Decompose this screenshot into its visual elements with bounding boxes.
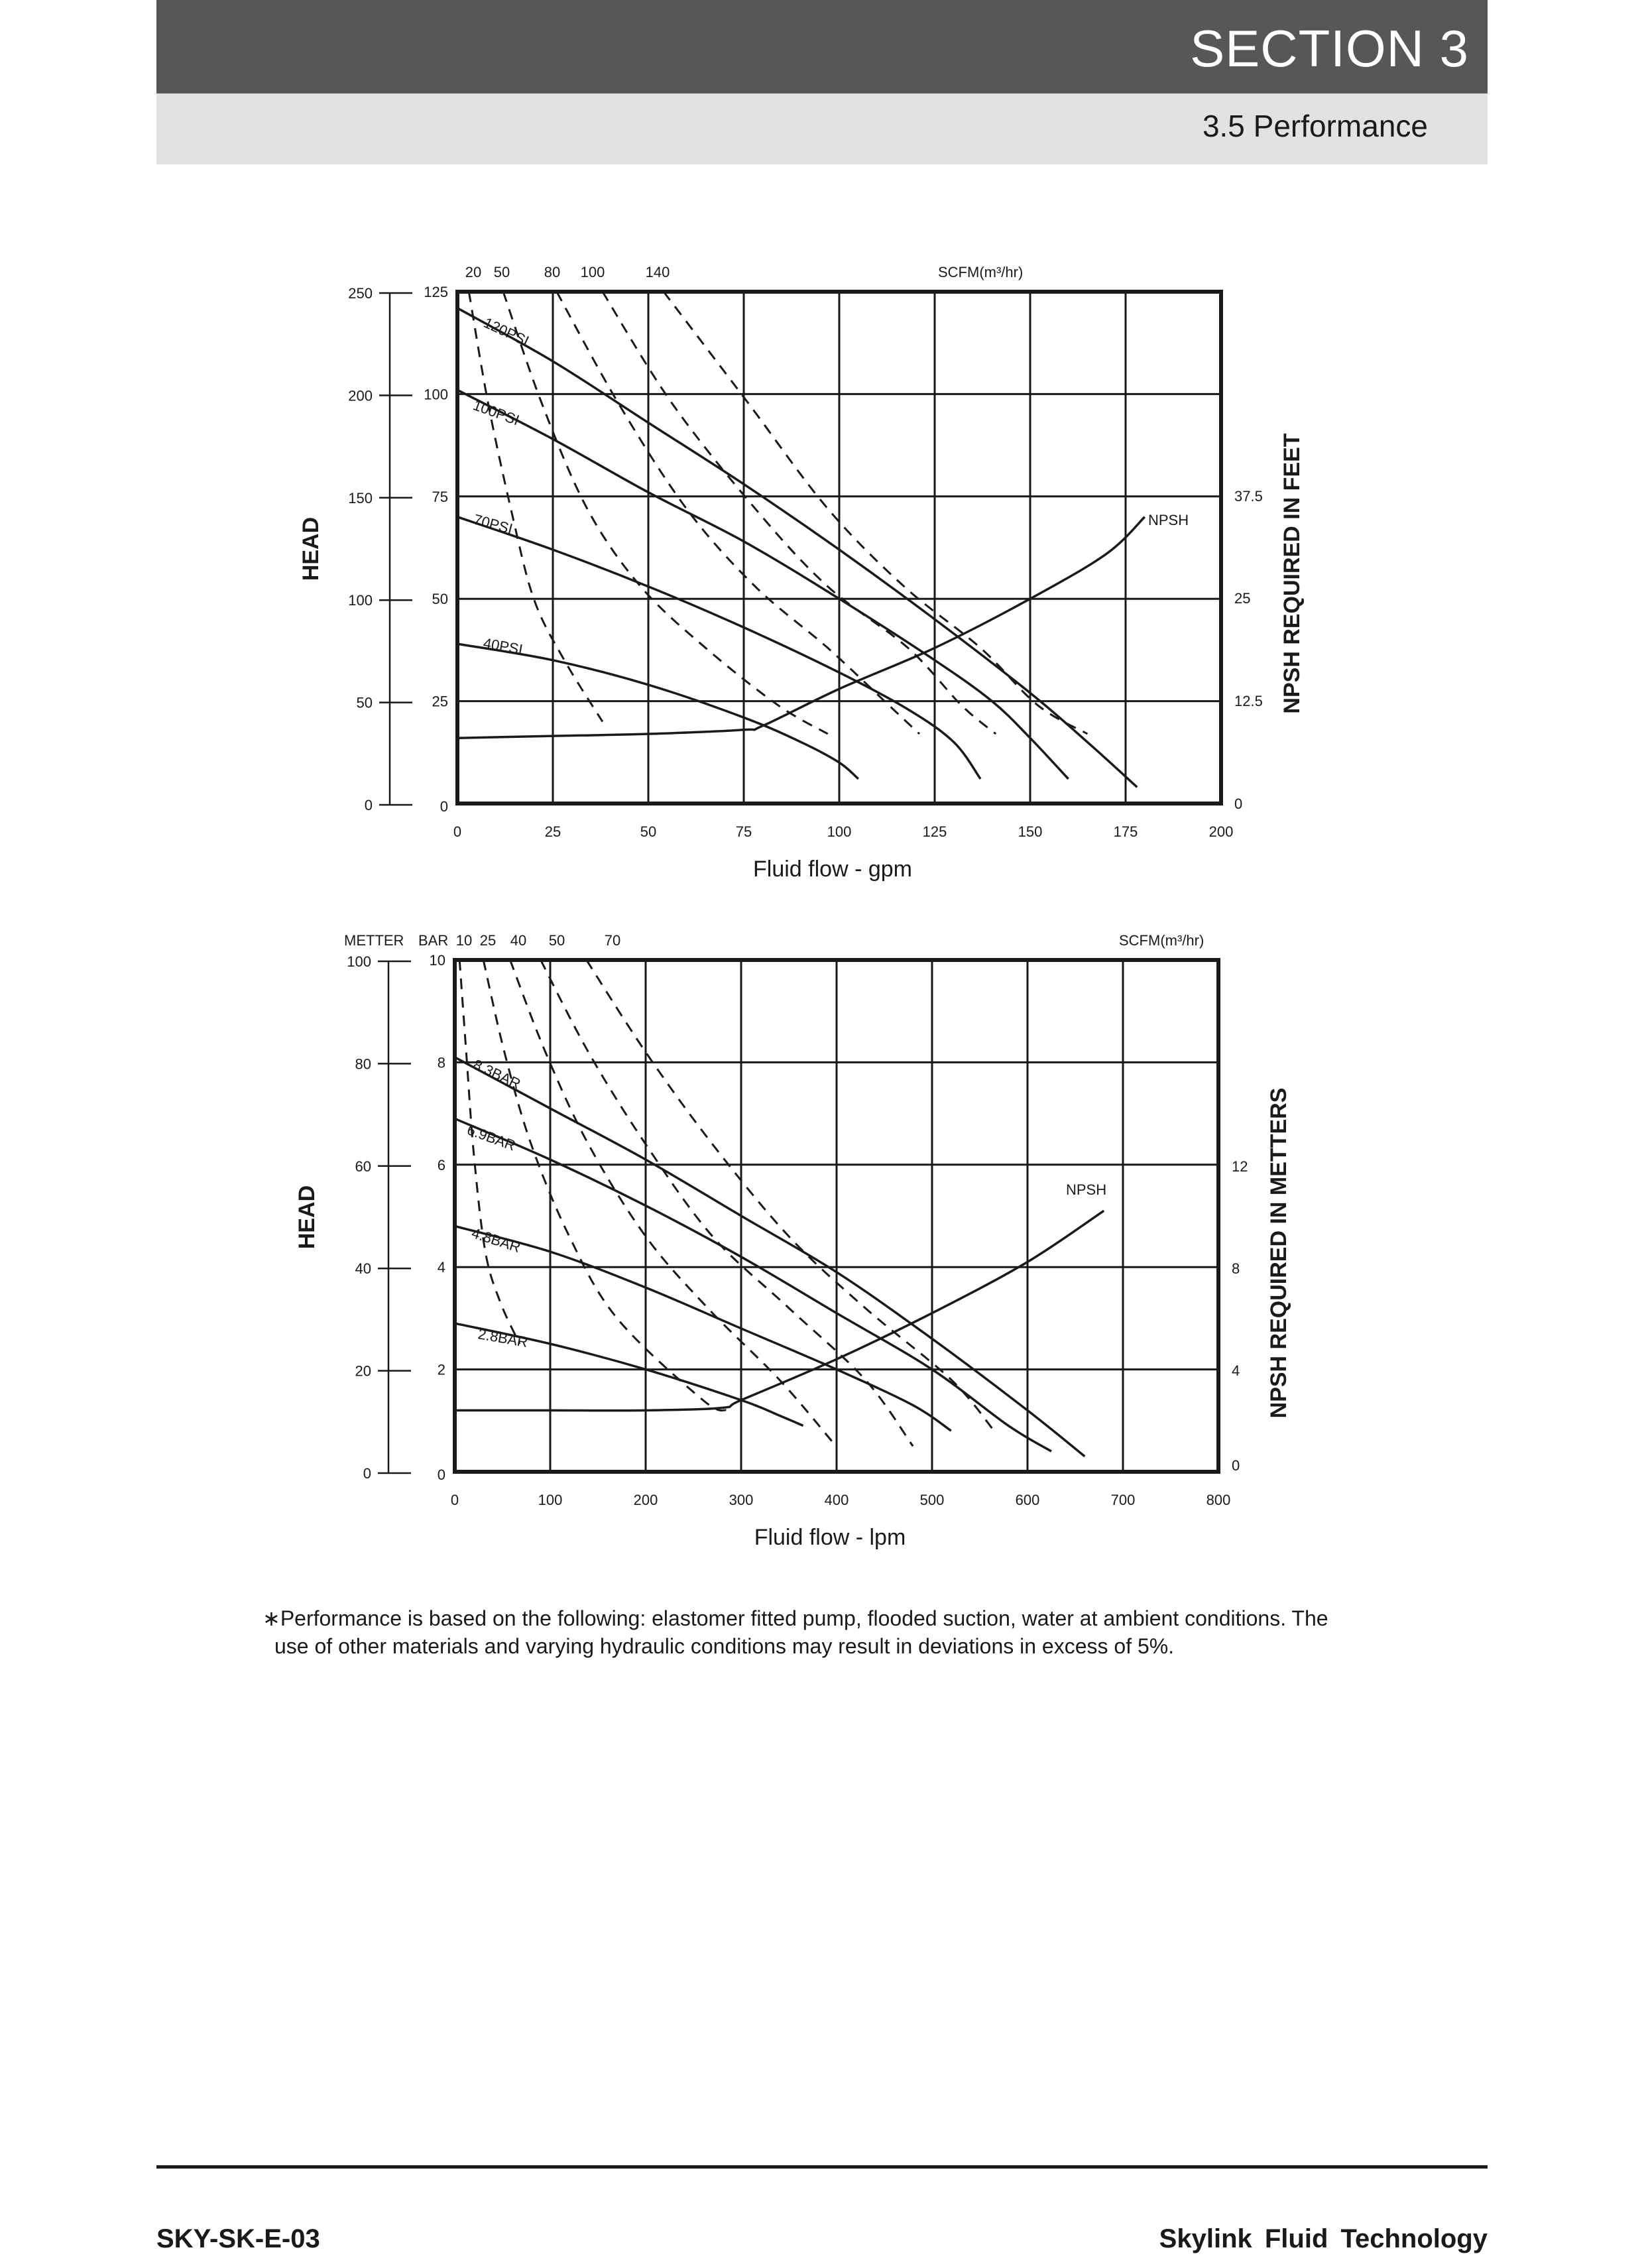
chart1-y-tick-label-inner: 75 [432,488,448,505]
chart1-curve-label: 40PSI [482,634,524,658]
performance-chart-lpm [0,922,1644,1558]
footer-divider [156,2165,1488,2169]
chart2-npsh-axis-title: NPSH REQUIRED IN METTERS [1266,1087,1291,1419]
chart1-y-tick-label-outer: 250 [348,285,373,302]
chart1-y-tick-label-outer: 50 [356,694,373,711]
chart2-x-tick-label: 300 [729,1492,754,1508]
chart1-y-tick-label-inner: 50 [432,591,448,608]
chart2-air-tick-label: 40 [510,932,527,949]
chart1-y-tick-label-inner: 125 [424,284,448,300]
chart1-y-tick-label-outer: 200 [348,387,373,404]
chart1-npsh-axis-title: NPSH REQUIRED IN FEET [1279,433,1305,714]
chart2-y-tick-label-outer: 60 [355,1158,371,1175]
chart2-x-tick-label: 600 [1015,1492,1040,1508]
chart1-performance-curve [457,390,1069,779]
chart1-npsh-tick-label: 37.5 [1234,488,1263,505]
chart1-air-tick-label: 20 [465,264,482,280]
chart1-air-tick-label: 80 [544,264,561,280]
chart1-performance-curve [457,644,858,779]
chart2-npsh-tick-label: 8 [1232,1260,1240,1277]
chart2-x-tick-label: 200 [633,1492,658,1508]
chart1-x-tick-label: 25 [544,823,561,840]
chart2-x-tick-label: 400 [824,1492,849,1508]
chart2-performance-curve [455,1118,1051,1451]
chart1-head-axis-title: HEAD [298,516,323,581]
footnote-text-1: Performance is based on the following: elastomer fitted pump, flooded suction, water at ambient conditions. The [280,1606,1328,1630]
chart2-y-tick-label-outer: 100 [347,953,371,970]
chart1-y-tick-label-inner: 100 [424,386,448,403]
section-title: SECTION 3 [1190,19,1469,78]
chart1-x-tick-label: 100 [827,823,852,840]
chart2-y-tick-label-outer: 20 [355,1362,371,1380]
chart1-air-tick-label: 100 [580,264,605,280]
chart2-y-tick-label-inner: 0 [437,1466,445,1483]
chart1-x-tick-label: 200 [1208,823,1234,840]
chart2-scale-header-label: BAR [418,932,449,949]
chart1-x-tick-label: 125 [922,823,947,840]
chart2-scale-header-label: METTER [344,932,404,949]
asterisk-icon: ∗ [263,1606,280,1630]
chart1-npsh-tick-label: 25 [1234,590,1251,607]
chart2-x-tick-label: 500 [919,1492,945,1508]
chart2-air-tick-label: 10 [455,932,473,949]
chart1-air-tick-label: 140 [645,264,670,280]
chart2-air-consumption-curve [541,960,913,1446]
subsection-title: 3.5 Performance [1202,109,1428,143]
chart1-air-axis-label: SCFM(m³/hr) [938,264,1024,280]
chart2-curve-label: NPSH [1066,1181,1107,1198]
chart1-performance-curve [457,308,1137,788]
chart1-npsh-tick-label: 12.5 [1234,693,1263,709]
chart1-curve-label: 120PSI [481,314,532,350]
chart2-y-tick-label-outer: 80 [355,1055,371,1073]
chart2-air-tick-label: 70 [604,932,621,949]
chart1-x-tick-label: 75 [735,823,752,840]
footnote-line-2: use of other materials and varying hydraulic conditions may result in deviations in excess of 5%. [274,1634,1175,1658]
chart2-x-tick-label: 100 [538,1492,563,1508]
chart2-x-tick-label: 700 [1110,1492,1136,1508]
chart2-npsh-tick-label: 0 [1232,1457,1240,1474]
chart1-performance-curve [457,517,1145,738]
chart1-curve-label: NPSH [1148,512,1189,528]
chart2-head-axis-title: HEAD [294,1185,320,1250]
chart2-y-tick-label-inner: 6 [437,1156,445,1173]
section-header-bar [156,0,1488,93]
chart1-x-tick-label: 50 [640,823,657,840]
performance-chart-gpm [0,252,1644,888]
chart1-y-tick-label-outer: 150 [348,489,373,507]
chart1-y-tick-label-inner: 25 [432,693,448,710]
subsection-header-bar [156,93,1488,164]
document-code: SKY-SK-E-03 [156,2224,320,2253]
chart2-y-tick-label-inner: 4 [437,1259,445,1276]
chart1-x-axis-title: Fluid flow - gpm [753,857,912,882]
chart2-npsh-tick-label: 4 [1232,1362,1240,1379]
chart2-y-tick-label-inner: 8 [437,1054,445,1071]
chart1-performance-curve [457,517,980,779]
chart1-air-consumption-curve [557,292,919,734]
chart1-y-tick-label-outer: 100 [348,592,373,609]
chart2-curve-label: 6.9BAR [465,1121,518,1154]
chart2-air-tick-label: 50 [548,932,565,949]
chart1-air-consumption-curve [664,292,1087,734]
chart2-x-tick-label: 0 [450,1492,459,1508]
chart2-curve-label: 2.8BAR [477,1325,530,1351]
chart1-y-tick-label-outer: 0 [364,797,373,813]
performance-footnote [263,1604,1403,1660]
chart2-curve-label: 8.3BAR [470,1055,524,1093]
chart2-air-tick-label: 25 [479,932,497,949]
chart2-x-tick-label: 800 [1206,1492,1231,1508]
chart2-x-axis-title: Fluid flow - lpm [754,1525,906,1550]
chart1-x-tick-label: 150 [1018,823,1043,840]
chart1-x-tick-label: 0 [453,823,462,840]
chart2-y-tick-label-inner: 10 [429,952,445,969]
chart2-npsh-tick-label: 12 [1232,1158,1248,1175]
chart1-npsh-tick-label: 0 [1234,796,1243,812]
chart1-air-consumption-curve [603,292,996,734]
chart1-y-tick-label-inner: 0 [440,798,448,815]
chart1-curve-label: 100PSI [471,396,522,429]
chart2-curve-label: 4.8BAR [469,1224,523,1256]
chart2-y-tick-label-outer: 0 [363,1465,371,1482]
chart2-y-tick-label-outer: 40 [355,1260,371,1278]
chart1-x-tick-label: 175 [1113,823,1138,840]
chart1-air-tick-label: 50 [493,264,510,280]
footnote-line-1 [263,1604,1403,1632]
chart2-air-axis-label: SCFM(m³/hr) [1119,932,1204,949]
chart2-y-tick-label-inner: 2 [437,1361,445,1378]
company-name: Skylink Fluid Technology [1159,2224,1488,2253]
chart1-curve-label: 70PSI [471,510,515,538]
